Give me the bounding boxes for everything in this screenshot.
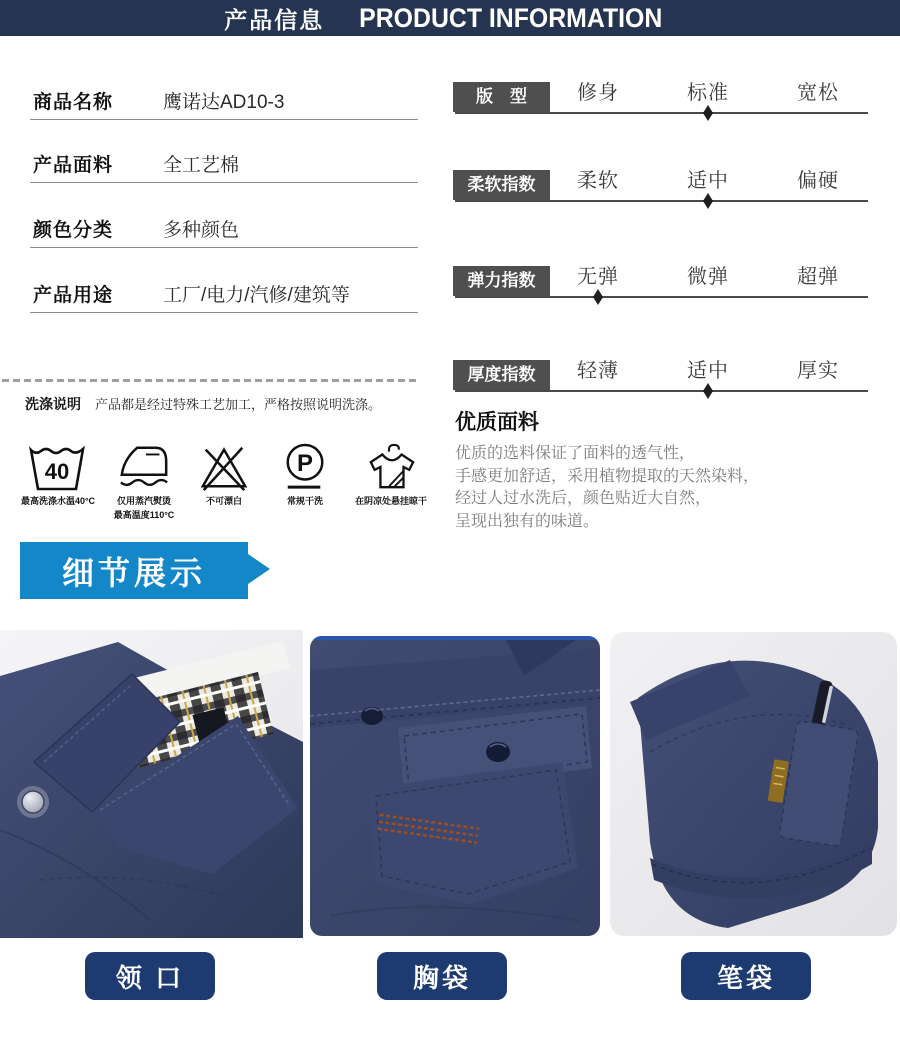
detail-label-pen-pocket: 笔袋 xyxy=(681,952,811,1000)
indicator-scale-line xyxy=(455,296,868,298)
indicator-marker-icon xyxy=(703,105,713,121)
no-bleach-icon xyxy=(182,441,266,510)
washing-label: 洗涤说明 xyxy=(25,396,81,412)
attribute-value: 全工艺棉 xyxy=(163,155,240,176)
indicator-scale-line xyxy=(455,390,868,392)
svg-text:40: 40 xyxy=(44,459,70,484)
dashed-divider xyxy=(2,379,416,382)
attribute-label: 商品名称 xyxy=(33,92,114,113)
indicator-label: 柔软指数 xyxy=(453,170,550,200)
indicator-option: 标准 xyxy=(687,82,729,104)
attribute-row xyxy=(30,212,418,248)
indicator-option: 微弹 xyxy=(687,266,729,288)
indicator-marker-icon xyxy=(703,193,713,209)
wash-caption: 仅用蒸汽熨烫 xyxy=(116,496,171,506)
indicator-option: 适中 xyxy=(687,170,729,192)
indicator-label: 版 型 xyxy=(453,82,550,112)
attribute-value: 多种颜色 xyxy=(163,220,240,241)
wash-caption: 常规干洗 xyxy=(286,496,323,506)
wash-caption: 不可漂白 xyxy=(205,496,242,506)
detail-label-collar: 领 口 xyxy=(85,952,215,1000)
banner-arrow-icon xyxy=(248,554,270,584)
indicator-option: 厚实 xyxy=(797,360,839,382)
indicator-option: 偏硬 xyxy=(797,170,839,192)
indicator-label: 厚度指数 xyxy=(453,360,550,390)
indicator-option: 修身 xyxy=(577,82,619,104)
attribute-row xyxy=(30,277,418,313)
wash-caption: 在阴凉处悬挂晾干 xyxy=(354,496,427,506)
indicator-option: 超弹 xyxy=(797,266,839,288)
indicator-row-stretch xyxy=(455,266,868,298)
attribute-label: 产品用途 xyxy=(33,285,114,306)
page-title-zh: 产品信息 xyxy=(224,6,325,33)
detail-label-chest-pocket: 胸袋 xyxy=(377,952,507,1000)
indicator-marker-icon xyxy=(593,289,603,305)
attribute-row xyxy=(30,84,418,120)
detail-photo-chest-pocket xyxy=(310,636,600,936)
page-title-en: PRODUCT INFORMATION xyxy=(359,2,663,33)
attribute-value: 鹰诺达AD10-3 xyxy=(163,92,285,113)
indicator-scale-line xyxy=(455,112,868,114)
wash-caption: 最高洗涤水温40°C xyxy=(20,496,96,506)
svg-text:P: P xyxy=(297,449,313,477)
steam-iron-icon: 仅用蒸汽熨烫 最高温度110°C xyxy=(102,441,186,521)
indicator-option: 柔软 xyxy=(577,170,619,192)
washing-instructions xyxy=(25,394,425,414)
detail-photo-pen-pocket xyxy=(610,632,897,936)
attribute-label: 产品面料 xyxy=(33,155,114,176)
indicator-option: 无弹 xyxy=(577,266,619,288)
indicator-scale-line xyxy=(455,200,868,202)
indicator-option: 宽松 xyxy=(797,82,839,104)
indicator-option: 适中 xyxy=(687,360,729,382)
wash-40-icon xyxy=(16,441,100,510)
indicator-row-thickness xyxy=(455,360,868,392)
hang-dry-icon xyxy=(349,441,433,510)
fabric-paragraph: 优质的选料保证了面料的透气性， 手感更加舒适，采用植物提取的天然染料， 经过人过水洗后，颜色贴近大自然， 呈现出独有的味道。 xyxy=(455,445,760,530)
dry-clean-icon xyxy=(263,441,347,510)
fabric-title: 优质面料 xyxy=(455,411,539,434)
indicator-row-fit xyxy=(455,82,868,114)
attribute-row xyxy=(30,147,418,183)
washing-text: 产品都是经过特殊工艺加工，严格按照说明洗涤。 xyxy=(95,397,382,412)
attribute-value: 工厂/电力/汽修/建筑等 xyxy=(163,285,350,306)
indicator-marker-icon xyxy=(703,383,713,399)
indicator-option: 轻薄 xyxy=(577,360,619,382)
indicator-label: 弹力指数 xyxy=(453,266,550,296)
page-header xyxy=(0,0,900,36)
detail-photo-collar xyxy=(0,630,303,938)
detail-banner: 细节展示 xyxy=(20,542,248,599)
indicator-row-softness xyxy=(455,170,868,202)
attribute-label: 颜色分类 xyxy=(33,220,114,241)
